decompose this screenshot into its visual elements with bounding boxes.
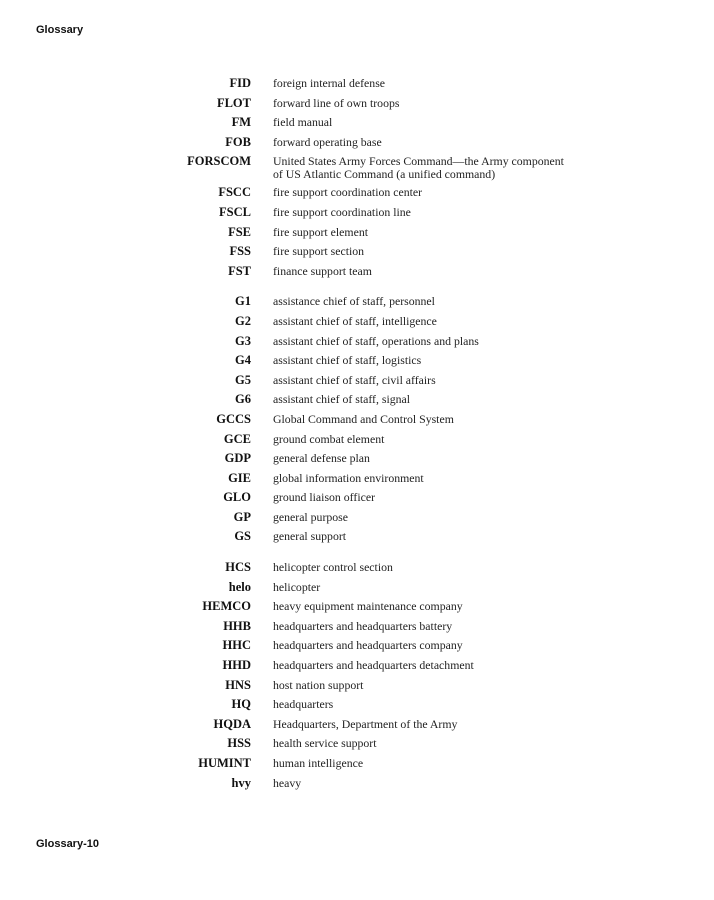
glossary-definition: headquarters and headquarters battery [273, 618, 453, 633]
glossary-entry [0, 717, 714, 733]
glossary-term: GIE [228, 470, 251, 485]
glossary-entry [0, 736, 714, 752]
page-header: Glossary [36, 24, 84, 36]
glossary-definition: assistance chief of staff, personnel [273, 294, 435, 309]
glossary-definition: fire support coordination line [273, 204, 411, 219]
glossary-entry [0, 529, 714, 545]
glossary-term: G2 [235, 313, 251, 328]
glossary-term: GCE [223, 431, 251, 446]
page-number: Glossary-10 [36, 838, 99, 850]
glossary-entry [0, 412, 714, 428]
glossary-section [0, 560, 714, 791]
glossary-entry [0, 154, 714, 181]
glossary-term: HQ [231, 697, 251, 712]
glossary-term: HEMCO [202, 599, 251, 614]
glossary-definition: assistant chief of staff, intelligence [273, 313, 437, 328]
glossary-definition: headquarters and headquarters company [273, 638, 463, 653]
glossary-definition: forward line of own troops [273, 95, 400, 110]
glossary-entry [0, 205, 714, 221]
glossary-term: GDP [224, 451, 251, 466]
glossary-term: hvy [231, 775, 251, 790]
glossary-entry [0, 294, 714, 310]
glossary-term: FSS [229, 244, 251, 259]
glossary-definition: general support [273, 529, 347, 544]
glossary-definition: general defense plan [273, 451, 370, 466]
glossary-entry [0, 697, 714, 713]
glossary-definition: ground combat element [273, 431, 385, 446]
glossary-entry [0, 96, 714, 112]
glossary-entry [0, 756, 714, 772]
glossary-definition: fire support coordination center [273, 185, 423, 200]
glossary-term: G4 [235, 353, 251, 368]
glossary-term: GLO [223, 490, 251, 505]
glossary-definition: Headquarters, Department of the Army [273, 716, 458, 731]
glossary-entry [0, 115, 714, 131]
glossary-term: GP [233, 509, 251, 524]
glossary-definition: headquarters and headquarters detachment [273, 658, 474, 673]
glossary-entry [0, 314, 714, 330]
glossary-entry [0, 776, 714, 792]
glossary-entry [0, 392, 714, 408]
glossary-definition: fire support section [273, 244, 365, 259]
glossary-term: HHB [223, 618, 251, 633]
glossary-entry [0, 510, 714, 526]
glossary-term: FSCL [219, 204, 251, 219]
glossary-definition: assistant chief of staff, operations and plans [273, 333, 479, 348]
glossary-term: G3 [235, 333, 251, 348]
glossary-definition: field manual [273, 115, 333, 130]
glossary-entry [0, 185, 714, 201]
glossary-term: FST [228, 263, 251, 278]
glossary-term: HQDA [213, 716, 251, 731]
glossary-entry [0, 580, 714, 596]
glossary-term: HHC [222, 638, 251, 653]
glossary-definition: heavy equipment maintenance company [273, 599, 463, 614]
glossary-term: GCCS [216, 411, 251, 426]
glossary-term: HCS [225, 560, 251, 575]
glossary-term: FSE [228, 224, 251, 239]
glossary-entry [0, 599, 714, 615]
glossary-definition: assistant chief of staff, logistics [273, 353, 422, 368]
glossary-entry [0, 658, 714, 674]
glossary-definition: Global Command and Control System [273, 411, 454, 426]
glossary-term: FOB [225, 134, 251, 149]
glossary-term: FORSCOM [187, 154, 251, 169]
glossary-definition: general purpose [273, 509, 349, 524]
glossary-definition: helicopter control section [273, 560, 393, 575]
glossary-definition: assistant chief of staff, civil affairs [273, 372, 436, 387]
glossary-section [0, 76, 714, 279]
glossary-term: HUMINT [198, 756, 251, 770]
glossary-term: HSS [227, 736, 251, 751]
glossary-definition: finance support team [273, 263, 372, 278]
glossary-entry [0, 619, 714, 635]
glossary-term: FSCC [218, 185, 251, 200]
glossary-entry [0, 490, 714, 506]
glossary-term: G1 [235, 294, 251, 309]
glossary-definition: assistant chief of staff, signal [273, 392, 411, 407]
glossary-definition: health service support [273, 736, 377, 751]
glossary-definition: ground liaison officer [273, 490, 375, 505]
glossary-entry [0, 451, 714, 467]
glossary-entry [0, 76, 714, 92]
glossary-term: FID [229, 76, 251, 90]
glossary-definition: foreign internal defense [273, 76, 386, 90]
glossary-entry [0, 638, 714, 654]
glossary-term: HHD [222, 658, 251, 673]
glossary-entry [0, 678, 714, 694]
glossary-definition: global information environment [273, 470, 424, 485]
glossary-entry [0, 432, 714, 448]
glossary-entry [0, 225, 714, 241]
glossary-entry [0, 334, 714, 350]
glossary-term: G6 [235, 392, 251, 407]
glossary-entry [0, 373, 714, 389]
glossary-entry [0, 264, 714, 280]
glossary-term: FLOT [216, 95, 251, 110]
glossary-term: GS [234, 529, 251, 544]
glossary-definition: heavy [273, 775, 302, 790]
glossary-list [0, 76, 714, 795]
glossary-definition: host nation support [273, 677, 364, 692]
glossary-term: helo [228, 579, 251, 594]
glossary-entry [0, 471, 714, 487]
glossary-definition: fire support element [273, 224, 368, 239]
glossary-term: HNS [225, 677, 251, 692]
glossary-entry [0, 135, 714, 151]
glossary-entry [0, 353, 714, 369]
glossary-term: FM [231, 115, 251, 130]
glossary-definition: headquarters [273, 697, 334, 712]
glossary-entry [0, 244, 714, 260]
glossary-section [0, 294, 714, 545]
glossary-definition: United States Army Forces Command—the Army component of US Atlantic Command (a unified command) [273, 154, 564, 182]
glossary-definition: human intelligence [273, 756, 364, 770]
glossary-definition: helicopter [273, 579, 321, 594]
glossary-entry [0, 560, 714, 576]
glossary-term: G5 [235, 372, 251, 387]
glossary-definition: forward operating base [273, 134, 382, 149]
